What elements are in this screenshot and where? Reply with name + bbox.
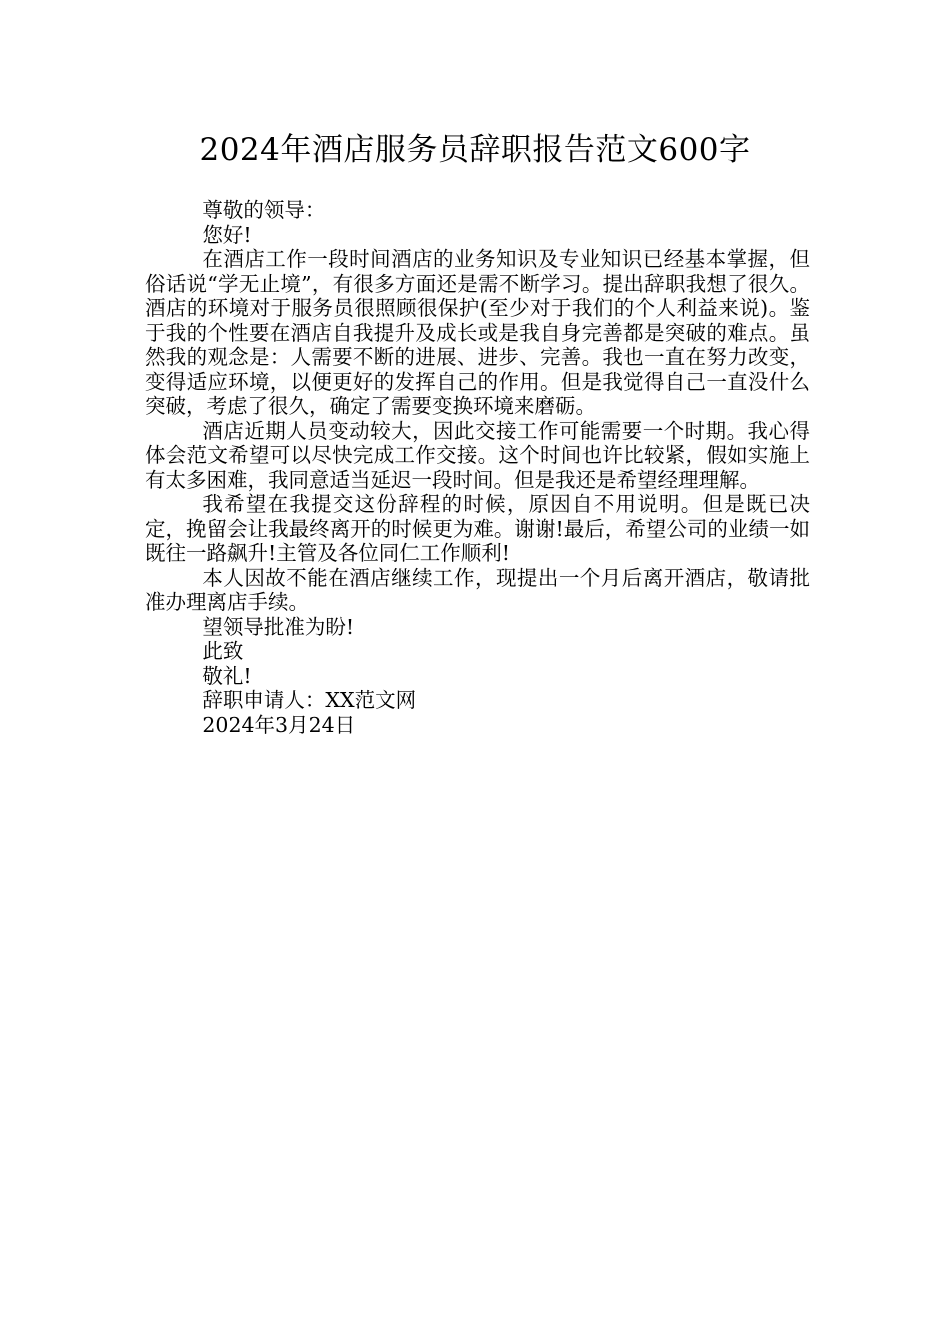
closing-request: 望领导批准为盼! [202,614,355,639]
salutation: 尊敬的领导： [202,198,326,222]
document-body [145,198,810,737]
document-title: 2024年酒店服务员辞职报告范文600字 [199,132,751,168]
body-paragraph: 在酒店工作一段时间酒店的业务知识及专业知识已经基本掌握，但俗话说“学无止境”，有很多方面还是需不断学习。提出辞职我想了很久。酒店的环境对于服务员很照顾很保护(至少对于我们的个人利益来说)。鉴于我的个性要在酒店自我提升及成长或是我自身完善都是突破的难点。虽然我的观念是：人需要不断的进展、进步、完善。我也一直在努力改变，变得适应环境，以便更好的发挥自己的作用。但是我觉得自己一直没什么突破，考虑了很久，确定了需要变换环境来磨砺。 [145,247,810,418]
body-paragraph: 本人因故不能在酒店继续工作，现提出一个月后离开酒店，敬请批准办理离店手续。 [145,565,810,614]
closing-line-1: 此致 [202,639,244,663]
body-paragraph: 酒店近期人员变动较大，因此交接工作可能需要一个时期。我心得体会范文希望可以尽快完成工作交接。这个时间也许比较紧，假如实施上有太多困难，我同意适当延迟一段时间。但是我还是希望经理理解。 [145,418,810,492]
date: 2024年3月24日 [202,712,356,737]
greeting: 您好! [202,222,252,247]
signature: 辞职申请人：XX范文网 [202,688,417,712]
closing-line-2: 敬礼! [202,663,252,688]
body-paragraph: 我希望在我提交这份辞程的时候，原因自不用说明。但是既已决定，挽留会让我最终离开的时候更为难。谢谢!最后，希望公司的业绩一如既往一路飙升!主管及各位同仁工作顺利! [145,492,810,565]
